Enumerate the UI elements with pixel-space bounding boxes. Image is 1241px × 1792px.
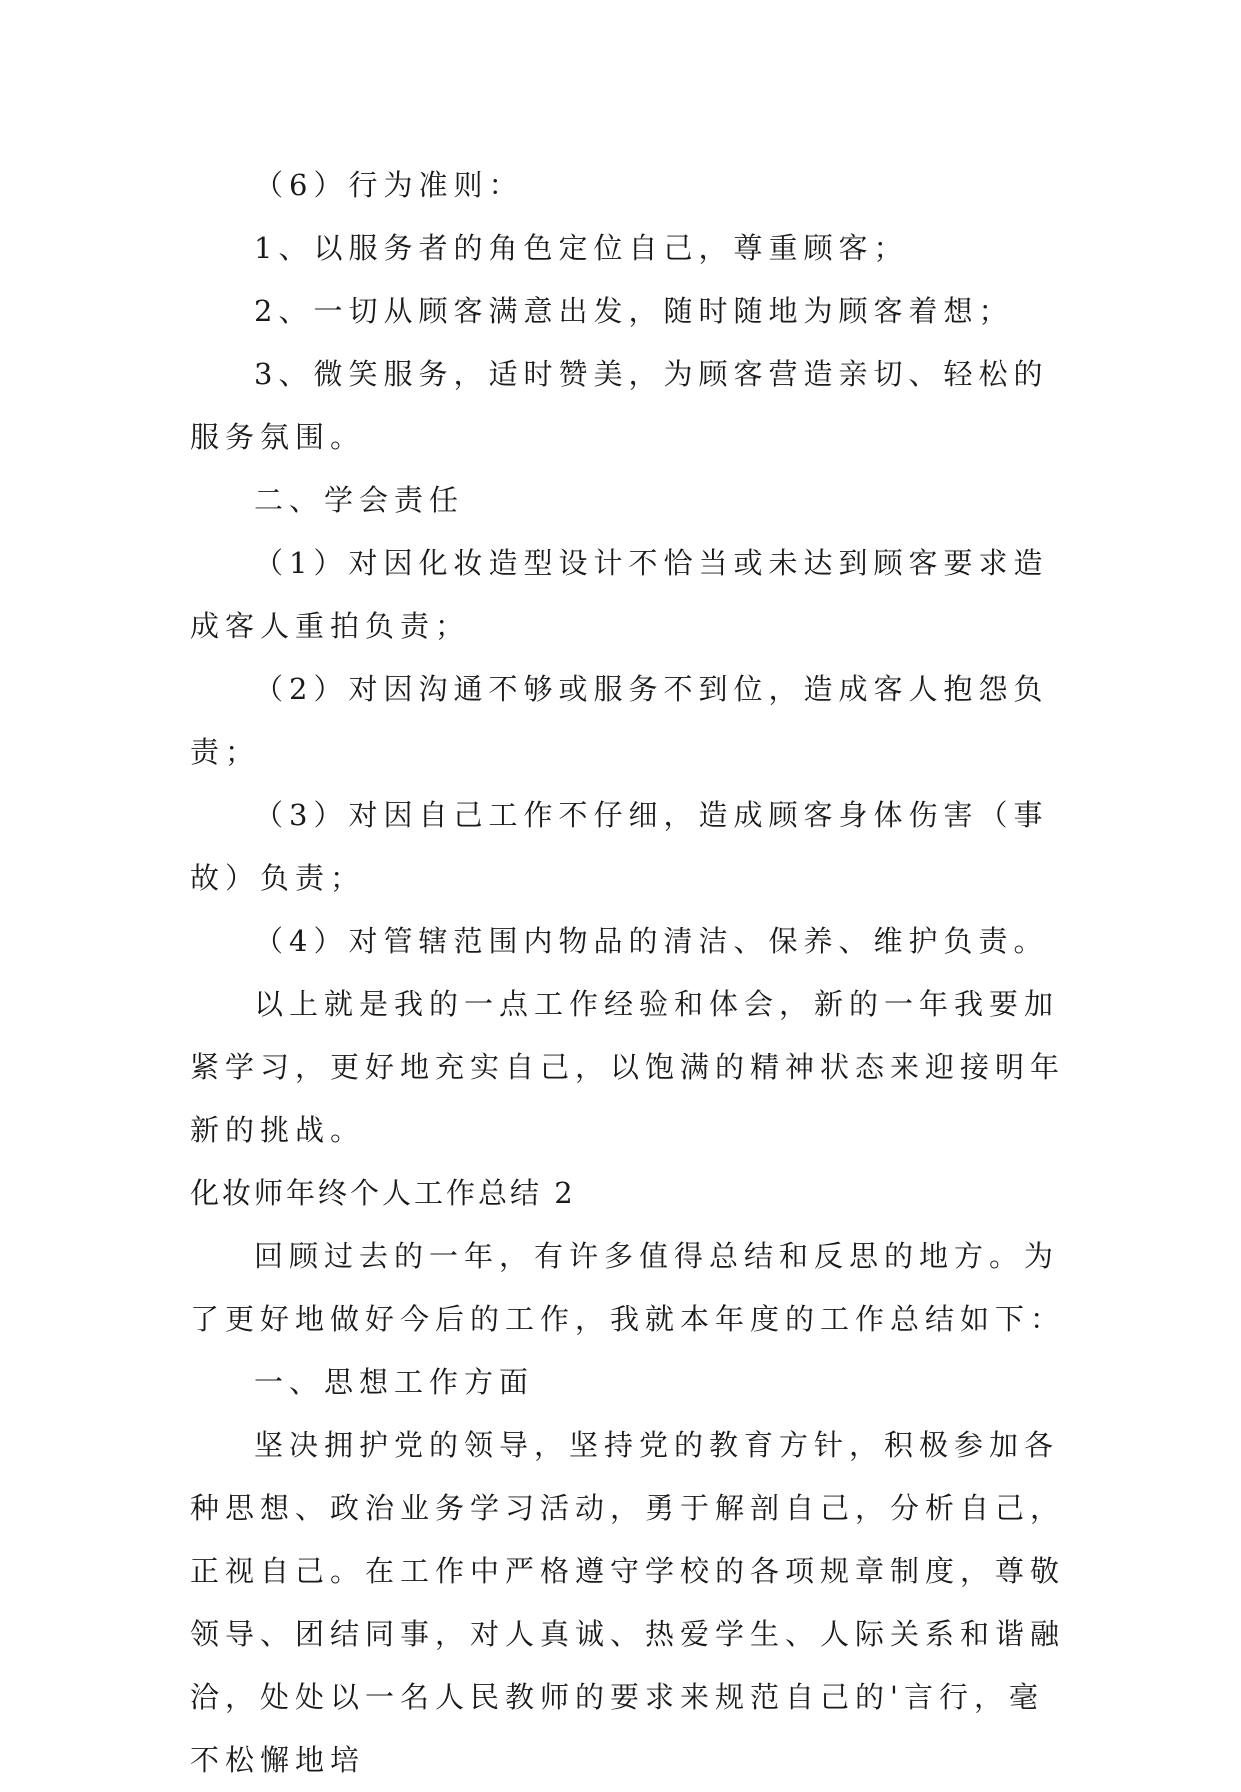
paragraph: （3）对因自己工作不仔细，造成顾客身体伤害（事故）负责；	[190, 798, 1049, 895]
paragraph: 3、微笑服务，适时赞美，为顾客营造亲切、轻松的服务氛围。	[190, 357, 1049, 454]
paragraph: （1）对因化妆造型设计不恰当或未达到顾客要求造成客人重拍负责；	[190, 546, 1049, 643]
section-heading: 二、学会责任	[254, 483, 465, 517]
section-heading: 一、思想工作方面	[254, 1365, 535, 1399]
paragraph: （4）对管辖范围内物品的清洁、保养、维护负责。	[254, 924, 1049, 958]
paragraph: 坚决拥护党的领导，坚持党的教育方针，积极参加各种思想、政治业务学习活动，勇于解剖自己，分析自己，正视自己。在工作中严格遵守学校的各项规章制度，尊敬领导、团结同事，对人真诚、热爱学生、人际关系和谐融洽，处处以一名人民教师的要求来规范自己的'言行，毫不松懈地培	[190, 1428, 1066, 1777]
document-title: 化妆师年终个人工作总结 2	[190, 1176, 576, 1210]
paragraph: （2）对因沟通不够或服务不到位，造成客人抱怨负责；	[190, 672, 1049, 769]
paragraph: （6）行为准则：	[254, 168, 524, 202]
document-body	[190, 154, 1070, 1792]
paragraph: 2、一切从顾客满意出发，随时随地为顾客着想；	[254, 294, 1014, 328]
paragraph: 1、以服务者的角色定位自己，尊重顾客；	[254, 231, 909, 265]
paragraph: 回顾过去的一年，有许多值得总结和反思的地方。为了更好地做好今后的工作，我就本年度的工作总结如下：	[190, 1239, 1066, 1336]
paragraph: 以上就是我的一点工作经验和体会，新的一年我要加紧学习，更好地充实自己，以饱满的精神状态来迎接明年新的挑战。	[190, 987, 1066, 1147]
